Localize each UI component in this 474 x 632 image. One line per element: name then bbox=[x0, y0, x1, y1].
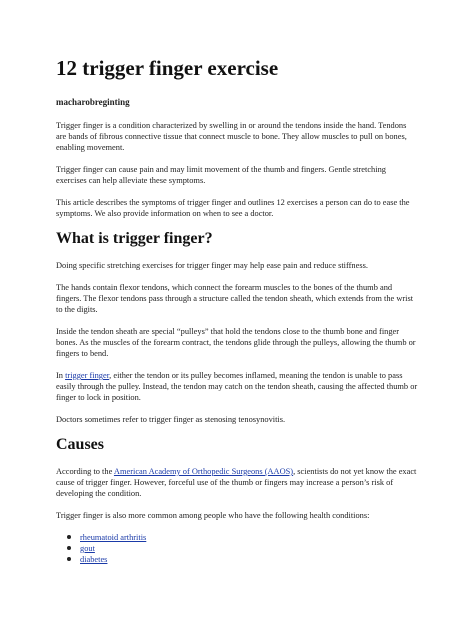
causes-paragraph-2: Trigger finger is also more common among people who have the following health conditions: bbox=[56, 511, 370, 520]
causes-p1-after: , scientists do not yet know the exact cause of trigger finger. However, forceful use of the thumb or fingers may increase a person’s risk of developing the condition. bbox=[56, 467, 417, 498]
aaos-link[interactable]: American Academy of Orthopedic Surgeons (AAOS) bbox=[113, 467, 294, 476]
diabetes-link[interactable]: diabetes bbox=[80, 555, 108, 564]
intro-paragraph-2: Trigger finger can cause pain and may limit movement of the thumb and fingers. Gentle stretching exercises can help alleviate these symptoms. bbox=[56, 165, 386, 185]
author-name: macharobreginting bbox=[56, 97, 130, 107]
list-item bbox=[80, 532, 418, 543]
what-is-paragraph-1: Doing specific stretching exercises for trigger finger may help ease pain and reduce stiffness. bbox=[56, 261, 368, 270]
list-item bbox=[80, 543, 418, 554]
causes-heading: Causes bbox=[56, 436, 105, 453]
what-is-p4-after: , either the tendon or its pulley becomes inflamed, meaning the tendon is unable to pass easily through the pulley. Instead, the tendon may catch on the tendon sheath, causing the affected thumb or finger to lock in position. bbox=[56, 371, 418, 402]
causes-paragraph-1 bbox=[56, 466, 418, 499]
document-page bbox=[56, 56, 418, 565]
trigger-finger-link[interactable]: trigger finger bbox=[65, 371, 110, 380]
gout-link[interactable]: gout bbox=[80, 544, 95, 553]
what-is-paragraph-2: The hands contain flexor tendons, which connect the forearm muscles to the bones of the thumb and fingers. The flexor tendons pass through a structure called the tendon sheath, which extends from the wrist to the digits. bbox=[56, 283, 414, 314]
list-item bbox=[80, 554, 418, 565]
causes-p1-before: According to the bbox=[56, 467, 114, 476]
what-is-p4-before: In bbox=[56, 371, 66, 380]
intro-paragraph-3: This article describes the symptoms of trigger finger and outlines 12 exercises a person can do to ease the symptoms. We also provide information on when to see a doctor. bbox=[56, 198, 410, 218]
what-is-heading: What is trigger finger? bbox=[56, 230, 213, 247]
intro-paragraph-1: Trigger finger is a condition characterized by swelling in or around the tendons inside the hand. Tendons are bands of fibrous connective tissue that connect muscle to bone. They allow muscles to pull on bones, enabling movement. bbox=[56, 121, 407, 152]
article-title: 12 trigger finger exercise bbox=[56, 56, 279, 80]
what-is-paragraph-3: Inside the tendon sheath are special “pulleys” that hold the tendons close to the thumb bone and finger bones. As the muscles of the forearm contract, the tendons glide through the pulleys, allowing the thumb or fingers to bend. bbox=[56, 327, 416, 358]
what-is-paragraph-5: Doctors sometimes refer to trigger finger as stenosing tenosynovitis. bbox=[56, 415, 286, 424]
conditions-list bbox=[56, 532, 418, 565]
what-is-paragraph-4 bbox=[56, 370, 418, 403]
rheumatoid-arthritis-link[interactable]: rheumatoid arthritis bbox=[80, 533, 147, 542]
